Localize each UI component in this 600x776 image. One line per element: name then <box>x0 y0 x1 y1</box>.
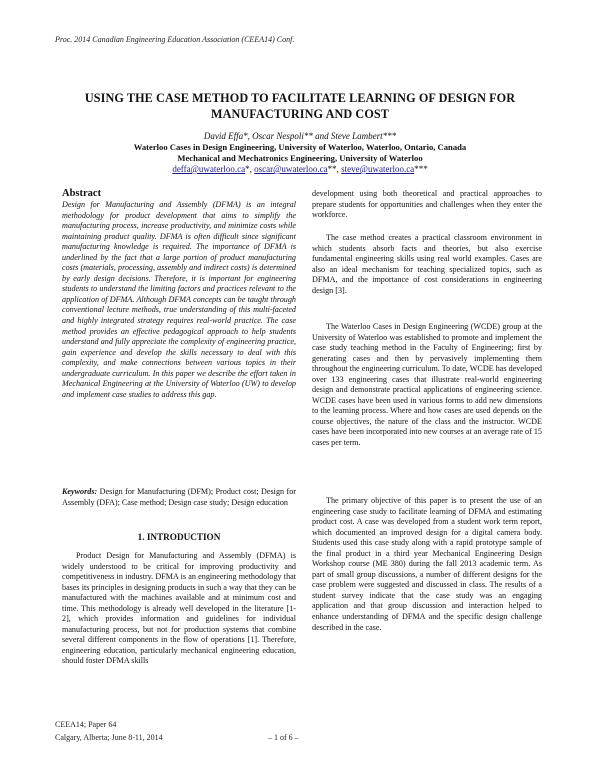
footer-location: Calgary, Alberta; June 8-11, 2014 <box>55 733 163 742</box>
email-link-lambert[interactable]: steve@uwaterloo.ca <box>341 164 415 174</box>
email-link-nespoli[interactable]: oscar@uwaterloo.ca <box>254 164 328 174</box>
section-heading-introduction: 1. INTRODUCTION <box>137 532 221 542</box>
abstract-heading: Abstract <box>62 188 102 199</box>
email-suffix-3: *** <box>414 164 428 174</box>
affiliation-line-1: Waterloo Cases in Design Engineering, University of Waterloo, Waterloo, Ontario, Canada <box>133 142 467 152</box>
abstract-text: Design for Manufacturing and Assembly (DFMA) is an integral methodology for product development that aims to simplify the manufacturing process, increase productivity, and minimize costs while maintaining product quality. DFMA is often difficult since significant manufacturing knowledge is required. The importance of DFMA is underlined by the fact that a large portion of product manufacturing costs (materials, processing, assembly and indirect costs) is determined by early design decisions. Therefore, it is important for engineering students to understand the limiting factors and practices relevant to the application of DFMA. Although DFMA concepts can be taught through conventional lecture methods, true understanding of this multi-faceted and highly integrated strategy requires real-world practice. The case method provides an effective pedagogical approach to help students understand and fully appreciate the complexity of engineering practice, gain experience and develop the skills necessary to deal with this complexity, and make connections between various topics in their undergraduate curriculum. In this paper we describe the effort taken in Mechanical Engineering at the University of Waterloo (UW) to develop and implement case studies to address this gap. <box>62 200 296 399</box>
page-number: – 1 of 6 – <box>268 733 299 742</box>
right-paragraph-4: The primary objective of this paper is to present the use of an engineering case study to facilitate learning of DFMA and estimating product cost. A case was developed from a student work term report, which documented an improved design for a digital camera body. Students used this case study along with a rapid prototype sample of the final product in a third year Mechanical Engineering Design Workshop course (ME 380) during the fall 2013 academic term. As part of small group discussions, a number of different designs for the case problem were suggested and discussed in class. The results of a student survey indicate that the case study was an engaging application and that group discussion and interaction helped to enhance understanding of DFMA and the specific design challenge described in the case. <box>312 496 542 632</box>
keywords-text: Design for Manufacturing (DFM); Product cost; Design for Assembly (DFA); Case method; Design case study; Design education <box>62 487 296 507</box>
keywords-paragraph <box>62 487 296 508</box>
right-paragraph-2: The case method creates a practical classroom environment in which students absorb facts and theories, but also exercise fundamental engineering skills using real world examples. Cases are also an ideal mechanism for teaching specialized topics, such as DFMA, and the importance of cost considerations in engineering design [3]. <box>312 233 542 295</box>
paper-title: USING THE CASE METHOD TO FACILITATE LEARNING OF DESIGN FOR MANUFACTURING AND COST <box>84 91 516 121</box>
right-paragraph-1: development using both theoretical and practical approaches to prepare students for opportunities and challenges when they enter the workforce. <box>312 189 542 220</box>
email-suffix-1: *, <box>245 164 255 174</box>
affiliation-line-2: Mechanical and Mechatronics Engineering, University of Waterloo <box>177 153 423 163</box>
keywords-label: Keywords: <box>62 487 98 496</box>
author-emails <box>40 164 560 175</box>
running-header: Proc. 2014 Canadian Engineering Education Association (CEEA14) Conf. <box>55 35 295 44</box>
footer-paper-id: CEEA14; Paper 64 <box>55 720 117 729</box>
author-block <box>40 131 560 175</box>
intro-paragraph-1: Product Design for Manufacturing and Assembly (DFMA) is widely understood to be critical for improving productivity and competitiveness in industry. DFMA is an engineering methodology that bases its principles in designing products in such a way that they can be manufactured with the machines available and at minimum cost and time. This methodology is already well developed in the literature [1-2], which provides information and guidelines for individual manufacturing process, but not for production systems that combine several different components in the flow of operations [1]. Therefore, engineering education, particularly mechanical engineering education, should foster DFMA skills <box>62 551 296 666</box>
author-names: David Effa*, Oscar Nespoli** and Steve Lambert*** <box>203 131 397 141</box>
email-link-effa[interactable]: deffa@uwaterloo.ca <box>172 164 246 174</box>
right-paragraph-3: The Waterloo Cases in Design Engineering (WCDE) group at the University of Waterloo was established to promote and implement the case study teaching method in the Faculty of Engineering; first by generating cases and then by pervasively implementing them throughout the engineering curriculum. To date, WCDE has developed over 133 engineering cases that illustrate real-world engineering design and demonstrate practical applications of engineering science. WCDE cases have been used in various forms to add new dimensions to the learning process. Where and how cases are used depends on the course objectives, the nature of the class and the instructor. WCDE cases have been incorporated into new courses at an average rate of 15 cases per term. <box>312 322 542 448</box>
email-suffix-2: **, <box>327 164 342 174</box>
